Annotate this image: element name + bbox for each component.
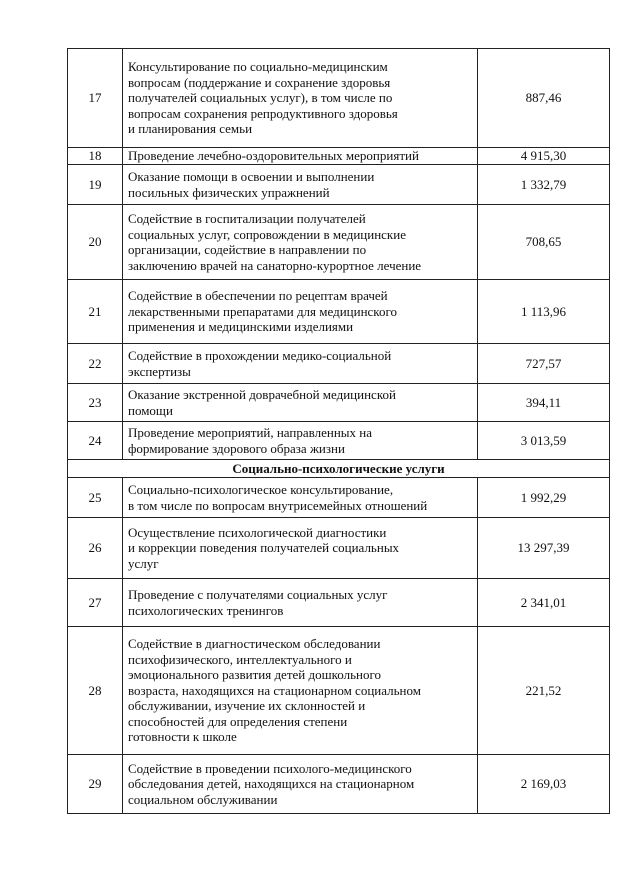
- service-price: 1 332,79: [478, 165, 610, 205]
- table-row: [68, 422, 610, 460]
- row-number: 19: [68, 165, 123, 205]
- section-heading: Социально-психологические услуги: [68, 460, 610, 478]
- service-description: Социально-психологическое консультирование, в том числе по вопросам внутрисемейных отношений: [123, 478, 478, 518]
- table-row: [68, 755, 610, 814]
- table-row: [68, 205, 610, 280]
- table-row: [68, 579, 610, 627]
- table-row: [68, 49, 610, 148]
- service-description: Оказание помощи в освоении и выполнении посильных физических упражнений: [123, 165, 478, 205]
- service-price: 221,52: [478, 627, 610, 755]
- table-row: [68, 344, 610, 384]
- service-description: Содействие в диагностическом обследовании психофизического, интеллектуального и эмоционального развития детей дошкольного возраста, находящихся на стационарном социальном обслуживании, изучение их склонностей и способностей для определения степени готовности к школе: [123, 627, 478, 755]
- service-price: 13 297,39: [478, 518, 610, 579]
- service-price: 394,11: [478, 384, 610, 422]
- service-description: Содействие в госпитализации получателей социальных услуг, сопровождении в медицинские организации, содействие в направлении по заключению врачей на санаторно-курортное лечение: [123, 205, 478, 280]
- table-row: [68, 148, 610, 165]
- service-price: 2 169,03: [478, 755, 610, 814]
- service-price: 2 341,01: [478, 579, 610, 627]
- table-row: [68, 627, 610, 755]
- row-number: 26: [68, 518, 123, 579]
- service-description: Содействие в проведении психолого-медицинского обследования детей, находящихся на стационарном социальном обслуживании: [123, 755, 478, 814]
- service-description: Консультирование по социально-медицинским вопросам (поддержание и сохранение здоровья получателей социальных услуг), в том числе по вопросам сохранения репродуктивного здоровья и планирования семьи: [123, 49, 478, 148]
- table-row: [68, 280, 610, 344]
- table-row: [68, 165, 610, 205]
- table-row: [68, 518, 610, 579]
- row-number: 20: [68, 205, 123, 280]
- service-price: 708,65: [478, 205, 610, 280]
- row-number: 24: [68, 422, 123, 460]
- table-row: [68, 384, 610, 422]
- row-number: 27: [68, 579, 123, 627]
- table-row: [68, 478, 610, 518]
- row-number: 23: [68, 384, 123, 422]
- row-number: 25: [68, 478, 123, 518]
- service-description: Проведение мероприятий, направленных на формирование здорового образа жизни: [123, 422, 478, 460]
- services-price-table: [67, 48, 610, 814]
- section-heading-row: [68, 460, 610, 478]
- service-description: Оказание экстренной доврачебной медицинской помощи: [123, 384, 478, 422]
- service-price: 727,57: [478, 344, 610, 384]
- row-number: 21: [68, 280, 123, 344]
- service-price: 3 013,59: [478, 422, 610, 460]
- row-number: 22: [68, 344, 123, 384]
- service-description: Осуществление психологической диагностики и коррекции поведения получателей социальных услуг: [123, 518, 478, 579]
- row-number: 29: [68, 755, 123, 814]
- service-price: 4 915,30: [478, 148, 610, 165]
- service-description: Содействие в прохождении медико-социальной экспертизы: [123, 344, 478, 384]
- service-price: 1 992,29: [478, 478, 610, 518]
- service-description: Содействие в обеспечении по рецептам врачей лекарственными препаратами для медицинского применения и медицинскими изделиями: [123, 280, 478, 344]
- row-number: 17: [68, 49, 123, 148]
- service-description: Проведение лечебно-оздоровительных мероприятий: [123, 148, 478, 165]
- service-description: Проведение с получателями социальных услуг психологических тренингов: [123, 579, 478, 627]
- row-number: 18: [68, 148, 123, 165]
- row-number: 28: [68, 627, 123, 755]
- service-price: 1 113,96: [478, 280, 610, 344]
- service-price: 887,46: [478, 49, 610, 148]
